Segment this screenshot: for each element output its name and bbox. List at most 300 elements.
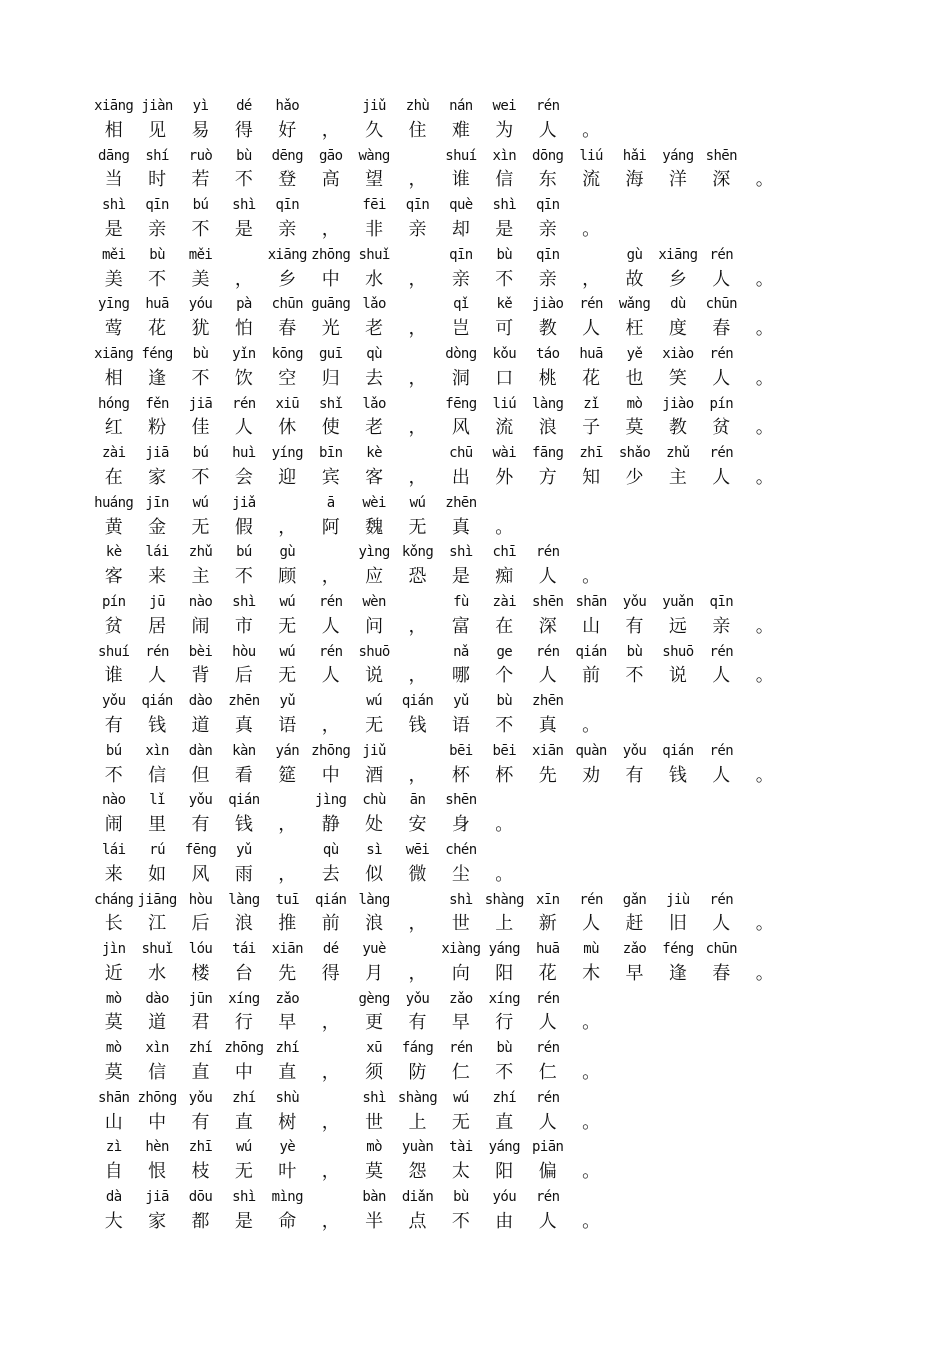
pinyin-row <box>92 392 892 417</box>
pinyin-syllable: hóng <box>98 395 130 412</box>
hanzi-character: 无 <box>278 615 297 637</box>
pinyin-syllable: zhǔ <box>666 445 690 462</box>
pinyin-syllable: xiào <box>662 345 694 362</box>
pinyin-row <box>92 292 892 317</box>
hanzi-character: 人 <box>582 913 601 935</box>
hanzi-character: 归 <box>321 367 340 389</box>
pinyin-syllable: xiān <box>532 742 564 759</box>
pinyin-syllable: wú <box>409 494 426 511</box>
pinyin-syllable: yǒu <box>622 593 647 610</box>
hanzi-character: 教 <box>668 417 687 439</box>
pinyin-syllable: jūn <box>188 990 213 1007</box>
pinyin-syllable: dù <box>670 296 686 313</box>
verse <box>92 640 892 690</box>
hanzi-character: 出 <box>451 466 470 488</box>
pinyin-syllable: ruò <box>188 147 213 164</box>
pinyin-syllable: yáng <box>662 147 694 164</box>
hanzi-character: 。 <box>755 665 774 687</box>
pinyin-syllable: rén <box>535 643 560 660</box>
hanzi-character: ， <box>408 169 427 191</box>
pinyin-syllable: yíng <box>271 445 303 462</box>
hanzi-character: 早 <box>625 962 644 984</box>
pinyin-syllable: jiǔ <box>362 742 386 759</box>
hanzi-character: 主 <box>191 566 210 588</box>
pinyin-syllable: yóu <box>188 296 213 313</box>
hanzi-character: 无 <box>234 1161 253 1183</box>
hanzi-character: 前 <box>321 913 340 935</box>
hanzi-character: 信 <box>148 764 167 786</box>
hanzi-character: ， <box>408 913 427 935</box>
pinyin-syllable: tái <box>232 941 256 958</box>
hanzi-character: 江 <box>148 913 167 935</box>
hanzi-character: 光 <box>321 318 340 340</box>
hanzi-character: 顾 <box>278 566 297 588</box>
hanzi-character: ， <box>234 268 253 290</box>
hanzi-character: 春 <box>712 962 731 984</box>
hanzi-character: 人 <box>712 665 731 687</box>
hanzi-character: 。 <box>755 318 774 340</box>
pinyin-syllable: nán <box>449 98 473 114</box>
pinyin-syllable: táo <box>535 345 560 362</box>
hanzi-character: 方 <box>538 466 557 488</box>
pinyin-syllable: pín <box>101 593 126 610</box>
pinyin-syllable: hǎi <box>622 147 647 164</box>
pinyin-syllable: xīn <box>535 891 560 908</box>
pinyin-syllable: yáng <box>488 1139 520 1156</box>
pinyin-syllable: bù <box>453 1189 469 1206</box>
pinyin-syllable: qīn <box>535 246 560 263</box>
verse <box>92 788 892 838</box>
hanzi-character: 相 <box>104 119 123 141</box>
pinyin-row <box>92 94 892 119</box>
pinyin-syllable: jiā <box>188 395 213 412</box>
hanzi-character: 向 <box>451 962 470 984</box>
hanzi-row <box>92 764 892 789</box>
hanzi-character: 人 <box>538 119 557 141</box>
pinyin-syllable: bēi <box>492 742 517 759</box>
pinyin-syllable: quàn <box>575 742 607 759</box>
hanzi-character: 杯 <box>451 764 470 786</box>
pinyin-syllable: fāng <box>532 445 564 462</box>
hanzi-row <box>92 119 892 144</box>
verse <box>92 491 892 541</box>
hanzi-character: 近 <box>104 962 123 984</box>
hanzi-character: 直 <box>191 1062 210 1084</box>
pinyin-syllable: mò <box>105 1040 122 1057</box>
hanzi-character: 钱 <box>408 714 427 736</box>
pinyin-syllable: mò <box>366 1139 382 1156</box>
pinyin-syllable: chūn <box>271 296 303 313</box>
hanzi-character: 得 <box>321 962 340 984</box>
hanzi-character: 不 <box>451 1210 470 1232</box>
hanzi-character: 使 <box>321 417 340 439</box>
pinyin-syllable: shì <box>101 197 126 214</box>
hanzi-character: 月 <box>365 962 384 984</box>
pinyin-syllable: féng <box>662 941 694 958</box>
pinyin-syllable: xiāng <box>94 98 134 114</box>
hanzi-character: 上 <box>408 1111 427 1133</box>
hanzi-character: 中 <box>234 1062 253 1084</box>
hanzi-character: 问 <box>365 615 384 637</box>
hanzi-character: 。 <box>755 169 774 191</box>
pinyin-syllable: bù <box>236 147 252 164</box>
hanzi-row <box>92 565 892 590</box>
hanzi-character: 莫 <box>104 1012 123 1034</box>
pinyin-syllable: dé <box>236 98 252 114</box>
hanzi-character: 逢 <box>148 367 167 389</box>
hanzi-character: 。 <box>582 1012 601 1034</box>
hanzi-character: 浪 <box>538 417 557 439</box>
hanzi-character: 防 <box>408 1062 427 1084</box>
pinyin-syllable: yuàn <box>401 1139 434 1156</box>
pinyin-syllable: dé <box>322 941 339 958</box>
hanzi-row <box>92 466 892 491</box>
pinyin-row <box>92 193 892 218</box>
pinyin-syllable: rén <box>709 246 734 263</box>
hanzi-character: 去 <box>365 367 384 389</box>
pinyin-syllable: jiā <box>145 1189 169 1206</box>
pinyin-syllable: xiàng <box>441 941 481 958</box>
hanzi-character: 行 <box>495 1012 514 1034</box>
hanzi-character: 黄 <box>104 516 123 538</box>
pinyin-syllable: qián <box>141 693 173 710</box>
pinyin-syllable: jiào <box>662 395 694 412</box>
hanzi-character: 莫 <box>365 1161 384 1183</box>
hanzi-character: 水 <box>148 962 167 984</box>
hanzi-character: 早 <box>278 1012 297 1034</box>
pinyin-syllable: qǐ <box>453 296 469 313</box>
pinyin-syllable: zhēn <box>532 693 564 710</box>
pinyin-syllable: qián <box>575 643 607 660</box>
hanzi-character: 人 <box>712 764 731 786</box>
hanzi-character: 是 <box>104 218 123 240</box>
hanzi-character: 都 <box>191 1210 210 1232</box>
hanzi-character: 东 <box>538 169 557 191</box>
pinyin-syllable: liú <box>492 395 517 412</box>
hanzi-character: 亲 <box>278 218 297 240</box>
hanzi-character: 仁 <box>538 1062 557 1084</box>
hanzi-character: ， <box>408 665 427 687</box>
hanzi-character: 亲 <box>148 218 167 240</box>
hanzi-character: 信 <box>148 1062 167 1084</box>
pinyin-syllable: zǎo <box>449 990 473 1007</box>
hanzi-character: 岂 <box>451 318 470 340</box>
hanzi-character: 谁 <box>104 665 123 687</box>
hanzi-character: 会 <box>234 466 253 488</box>
verse <box>92 590 892 640</box>
pinyin-syllable: ān <box>409 792 426 809</box>
hanzi-row <box>92 912 892 937</box>
hanzi-row <box>92 317 892 342</box>
hanzi-character: 若 <box>191 169 210 191</box>
pinyin-syllable: yǒu <box>101 693 126 710</box>
pinyin-syllable: shì <box>449 544 473 561</box>
hanzi-character: 贫 <box>104 615 123 637</box>
hanzi-character: 可 <box>495 318 514 340</box>
pinyin-syllable: lǎo <box>362 296 386 313</box>
pinyin-syllable: xìn <box>492 147 517 164</box>
hanzi-character: 枉 <box>625 318 644 340</box>
hanzi-character: 亲 <box>712 615 731 637</box>
pinyin-syllable: zhōng <box>311 742 351 759</box>
pinyin-syllable: qián <box>401 693 434 710</box>
hanzi-character: 风 <box>191 863 210 885</box>
hanzi-character: 雨 <box>234 863 253 885</box>
hanzi-character: 好 <box>278 119 297 141</box>
pinyin-syllable: bù <box>626 643 643 660</box>
hanzi-character: 是 <box>495 218 514 240</box>
pinyin-syllable: hòu <box>188 891 213 908</box>
hanzi-character: 道 <box>191 714 210 736</box>
hanzi-character: 佳 <box>191 417 210 439</box>
verse <box>92 243 892 293</box>
pinyin-syllable: rén <box>535 1189 560 1206</box>
pinyin-syllable: shuǐ <box>141 941 173 958</box>
pinyin-row <box>92 441 892 466</box>
pinyin-syllable: fēi <box>362 197 386 214</box>
pinyin-row <box>92 590 892 615</box>
pinyin-syllable: yǐn <box>232 345 256 362</box>
hanzi-character: 行 <box>234 1012 253 1034</box>
hanzi-character: 花 <box>538 962 557 984</box>
pinyin-row <box>92 540 892 565</box>
pinyin-syllable: xíng <box>488 990 520 1007</box>
hanzi-character: 人 <box>538 566 557 588</box>
pinyin-syllable: rén <box>535 544 560 561</box>
pinyin-syllable: kě <box>496 296 513 313</box>
pinyin-syllable: làng <box>358 891 390 908</box>
hanzi-character: 木 <box>582 962 601 984</box>
pinyin-syllable: bēi <box>449 742 473 759</box>
pinyin-syllable: bú <box>236 544 252 561</box>
hanzi-character: 花 <box>148 318 167 340</box>
hanzi-character: 不 <box>148 268 167 290</box>
pinyin-syllable: yǒu <box>622 742 647 759</box>
hanzi-character: 亲 <box>538 268 557 290</box>
pinyin-syllable: lǐ <box>149 792 165 809</box>
hanzi-character: 得 <box>234 119 253 141</box>
pinyin-syllable: wú <box>366 693 382 710</box>
hanzi-character: 宾 <box>321 466 340 488</box>
pinyin-syllable: zǎo <box>275 990 300 1007</box>
pinyin-syllable: jìn <box>101 941 126 958</box>
hanzi-character: 人 <box>234 417 253 439</box>
hanzi-character: 恐 <box>408 566 427 588</box>
hanzi-row <box>92 1011 892 1036</box>
hanzi-character: 人 <box>321 665 340 687</box>
verse <box>92 937 892 987</box>
pinyin-syllable: dà <box>105 1189 122 1206</box>
pinyin-syllable: wei <box>492 98 517 114</box>
hanzi-character: 深 <box>538 615 557 637</box>
pinyin-syllable: qīn <box>535 197 560 214</box>
pinyin-syllable: rén <box>318 643 343 660</box>
hanzi-character: 闹 <box>191 615 210 637</box>
pinyin-syllable: zhí <box>188 1040 213 1057</box>
pinyin-syllable: yǔ <box>453 693 469 710</box>
pinyin-syllable: fěn <box>145 395 169 412</box>
pinyin-syllable: shēn <box>532 593 564 610</box>
hanzi-row <box>92 516 892 541</box>
hanzi-character: 仁 <box>451 1062 470 1084</box>
hanzi-character: 无 <box>278 665 297 687</box>
pinyin-syllable: wú <box>453 1089 469 1106</box>
pinyin-syllable: chūn <box>705 941 737 958</box>
hanzi-character: 去 <box>321 863 340 885</box>
hanzi-character: 背 <box>191 665 210 687</box>
pinyin-text-page <box>92 94 892 1235</box>
pinyin-syllable: tài <box>449 1139 473 1156</box>
pinyin-syllable: zhōng <box>311 246 351 263</box>
pinyin-syllable: yǒu <box>405 990 430 1007</box>
hanzi-character: 非 <box>365 218 384 240</box>
hanzi-character: 尘 <box>451 863 470 885</box>
pinyin-syllable: qīn <box>709 593 734 610</box>
hanzi-character: 外 <box>495 466 514 488</box>
pinyin-syllable: shì <box>449 891 473 908</box>
pinyin-row <box>92 640 892 665</box>
pinyin-syllable: cháng <box>94 891 134 908</box>
pinyin-syllable: huā <box>145 296 169 313</box>
pinyin-syllable: rén <box>535 1040 560 1057</box>
hanzi-character: 笑 <box>668 367 687 389</box>
pinyin-syllable: qù <box>322 841 339 858</box>
hanzi-row <box>92 1210 892 1235</box>
hanzi-character: 乡 <box>668 268 687 290</box>
pinyin-syllable: féng <box>141 345 173 362</box>
pinyin-syllable: mò <box>626 395 643 412</box>
pinyin-syllable: yǔ <box>236 841 252 858</box>
pinyin-syllable: dào <box>188 693 213 710</box>
hanzi-character: 老 <box>365 417 384 439</box>
hanzi-character: ， <box>321 714 340 736</box>
hanzi-character: 。 <box>582 119 601 141</box>
hanzi-character: 筵 <box>278 764 297 786</box>
hanzi-character: 早 <box>451 1012 470 1034</box>
pinyin-syllable: huā <box>535 941 560 958</box>
hanzi-character: 客 <box>104 566 123 588</box>
hanzi-character: 不 <box>495 1062 514 1084</box>
pinyin-syllable: rén <box>709 742 734 759</box>
hanzi-character: ， <box>278 863 297 885</box>
hanzi-character: ， <box>408 318 427 340</box>
pinyin-syllable: lóu <box>188 941 213 958</box>
hanzi-character: 亲 <box>538 218 557 240</box>
hanzi-character: ， <box>321 566 340 588</box>
pinyin-syllable: kǒng <box>401 544 434 561</box>
hanzi-character: 。 <box>582 1111 601 1133</box>
hanzi-character: 叶 <box>278 1161 297 1183</box>
hanzi-character: 太 <box>451 1161 470 1183</box>
hanzi-character: 直 <box>278 1062 297 1084</box>
hanzi-character: 人 <box>712 268 731 290</box>
hanzi-character: 人 <box>538 1210 557 1232</box>
hanzi-character: 哪 <box>451 665 470 687</box>
pinyin-row <box>92 888 892 913</box>
hanzi-character: 点 <box>408 1210 427 1232</box>
hanzi-character: 命 <box>278 1210 297 1232</box>
pinyin-syllable: xìn <box>145 1040 169 1057</box>
hanzi-character: 处 <box>365 814 384 836</box>
hanzi-character: 中 <box>321 764 340 786</box>
hanzi-character: 后 <box>191 913 210 935</box>
hanzi-character: 教 <box>538 318 557 340</box>
pinyin-syllable: zǎo <box>622 941 647 958</box>
hanzi-character: 真 <box>538 714 557 736</box>
hanzi-character: 谁 <box>451 169 470 191</box>
hanzi-character: 语 <box>278 714 297 736</box>
hanzi-character: 休 <box>278 417 297 439</box>
hanzi-character: 世 <box>451 913 470 935</box>
pinyin-syllable: ā <box>326 494 335 511</box>
pinyin-syllable: liú <box>579 147 603 164</box>
pinyin-syllable: ge <box>496 643 513 660</box>
pinyin-syllable: zhōng <box>224 1040 264 1057</box>
hanzi-character: 不 <box>191 367 210 389</box>
verse <box>92 94 892 144</box>
hanzi-character: 登 <box>278 169 297 191</box>
verse <box>92 193 892 243</box>
hanzi-character: 台 <box>234 962 253 984</box>
pinyin-syllable: huì <box>232 445 256 462</box>
pinyin-syllable: rén <box>709 445 734 462</box>
pinyin-syllable: wú <box>192 494 209 511</box>
hanzi-character: 自 <box>104 1161 123 1183</box>
hanzi-character: 在 <box>104 466 123 488</box>
pinyin-syllable: shuō <box>358 643 390 660</box>
hanzi-character: 世 <box>365 1111 384 1133</box>
verse <box>92 392 892 442</box>
pinyin-syllable: yóu <box>492 1189 517 1206</box>
pinyin-syllable: diǎn <box>401 1189 434 1206</box>
pinyin-syllable: tuī <box>275 891 300 908</box>
pinyin-row <box>92 243 892 268</box>
pinyin-syllable: shì <box>492 197 517 214</box>
hanzi-character: 美 <box>104 268 123 290</box>
pinyin-syllable: rén <box>232 395 256 412</box>
hanzi-character: 阳 <box>495 1161 514 1183</box>
pinyin-syllable: bù <box>192 345 209 362</box>
pinyin-row <box>92 739 892 764</box>
hanzi-character: 望 <box>365 169 384 191</box>
hanzi-character: ， <box>408 962 427 984</box>
pinyin-syllable: yì <box>192 98 209 114</box>
pinyin-syllable: wǎng <box>618 296 651 313</box>
hanzi-character: 由 <box>495 1210 514 1232</box>
hanzi-character: 旧 <box>668 913 687 935</box>
pinyin-syllable: lái <box>101 841 126 858</box>
pinyin-syllable: rú <box>149 841 165 858</box>
hanzi-character: 人 <box>321 615 340 637</box>
pinyin-syllable: jìng <box>315 792 347 809</box>
pinyin-syllable: zì <box>105 1139 122 1156</box>
pinyin-syllable: xiāng <box>658 246 698 263</box>
pinyin-syllable: kè <box>105 544 122 561</box>
pinyin-syllable: jiàn <box>141 98 173 114</box>
hanzi-character: 直 <box>234 1111 253 1133</box>
pinyin-syllable: qīn <box>449 246 473 263</box>
pinyin-syllable: nào <box>188 593 213 610</box>
hanzi-character: 有 <box>191 1111 210 1133</box>
hanzi-character: 杯 <box>495 764 514 786</box>
pinyin-syllable: nǎ <box>453 643 469 660</box>
pinyin-row <box>92 788 892 813</box>
hanzi-character: 钱 <box>148 714 167 736</box>
hanzi-character: ， <box>408 615 427 637</box>
pinyin-syllable: qīn <box>405 197 430 214</box>
hanzi-character: 为 <box>495 119 514 141</box>
hanzi-character: 有 <box>191 814 210 836</box>
